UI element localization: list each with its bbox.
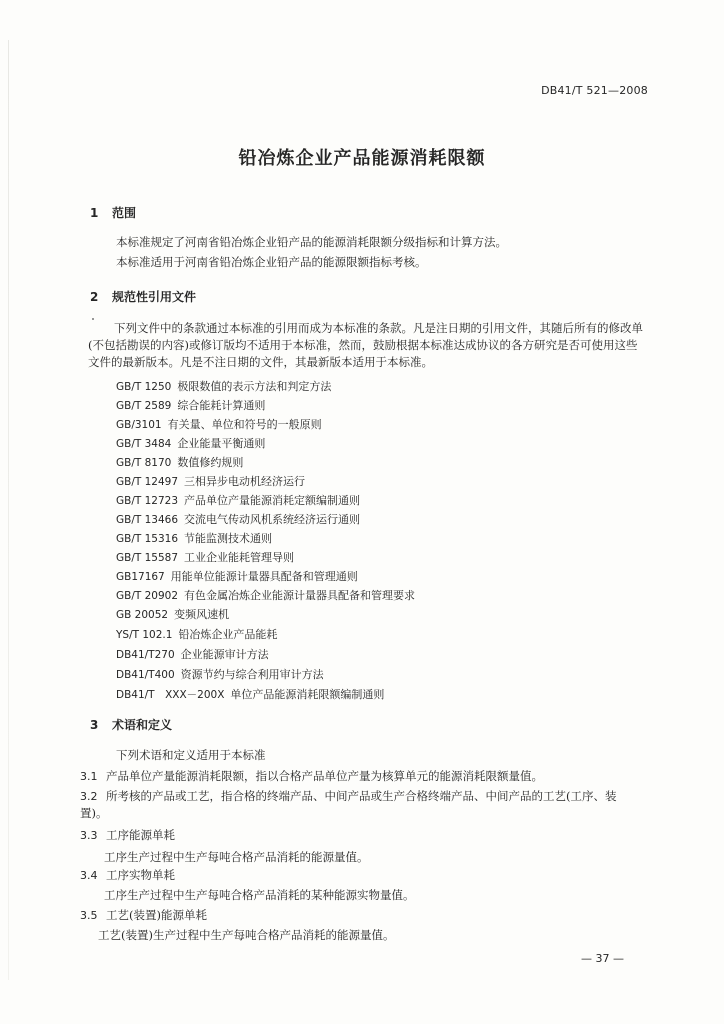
section-3-intro: 下列术语和定义适用于本标准 xyxy=(116,748,266,762)
term-text: 产品单位产量能源消耗限额，指以合格产品单位产量为核算单元的能源消耗限额量值。 xyxy=(106,769,543,783)
scan-edge-shadow xyxy=(8,40,9,980)
term-3-4 xyxy=(80,866,175,885)
term-3-3-definition: 工序生产过程中生产每吨合格产品消耗的能源量值。 xyxy=(104,850,369,864)
reference-code: GB/T 2589 xyxy=(116,400,172,412)
reference-code: GB/T 12497 xyxy=(116,476,179,488)
section-2-intro: 下列文件中的条款通过本标准的引用而成为本标准的条款。凡是注日期的引用文件，其随后所有的修改单(不包括勘误的内容)或修订版均不适用于本标准，然而，鼓励根据本标准达成协议的各方研究是否可使用这些文件的最新版本。凡是不注日期的文件，其最新版本适用于本标准。 xyxy=(88,321,643,369)
term-text: 工序实物单耗 xyxy=(106,868,175,882)
reference-code: GB/T 20902 xyxy=(116,590,179,602)
term-3-1 xyxy=(80,767,640,786)
term-3-5-definition: 工艺(装置)生产过程中生产每吨合格产品消耗的能源量值。 xyxy=(98,928,395,942)
reference-item xyxy=(116,511,360,527)
reference-code: GB/T 8170 xyxy=(116,457,172,469)
reference-item xyxy=(116,626,277,642)
reference-code: GB/T 3484 xyxy=(116,438,172,450)
reference-title: 综合能耗计算通则 xyxy=(177,399,266,412)
reference-title: 铅冶炼企业产品能耗 xyxy=(178,628,278,641)
section-1-line-2: 本标准适用于河南省铅冶炼企业铅产品的能源限额指标考核。 xyxy=(116,255,427,269)
section-2-heading xyxy=(90,288,196,305)
term-text: 所考核的产品或工艺，指合格的终端产品、中间产品或生产合格终端产品、中间产品的工艺(工序、装置)。 xyxy=(80,789,617,820)
section-1-heading xyxy=(90,204,136,221)
term-text: 工艺(装置)能源单耗 xyxy=(106,908,207,922)
reference-title: 有关量、单位和符号的一般原则 xyxy=(167,418,322,431)
reference-item xyxy=(116,606,229,622)
reference-item xyxy=(116,646,269,662)
term-number: 3.3 xyxy=(80,829,98,842)
reference-code: DB41/T270 xyxy=(116,649,175,661)
reference-item xyxy=(116,549,294,565)
reference-code: YS/T 102.1 xyxy=(116,629,173,641)
reference-code: DB41/T XXX－200X xyxy=(116,689,225,701)
reference-item xyxy=(116,587,415,603)
term-number: 3.2 xyxy=(80,790,98,803)
reference-code: DB41/T400 xyxy=(116,669,175,681)
reference-title: 数值修约规则 xyxy=(177,456,244,469)
reference-title: 资源节约与综合利用审计方法 xyxy=(180,668,324,681)
reference-code: GB 20052 xyxy=(116,609,169,621)
reference-code: GB/T 12723 xyxy=(116,495,179,507)
reference-item xyxy=(116,686,384,702)
term-3-2 xyxy=(80,788,640,822)
reference-code: GB/T 13466 xyxy=(116,514,179,526)
section-title: 规范性引用文件 xyxy=(112,290,197,304)
term-text: 工序能源单耗 xyxy=(106,828,175,842)
section-number: 1 xyxy=(90,206,99,220)
reference-title: 极限数值的表示方法和判定方法 xyxy=(177,380,332,393)
reference-item xyxy=(116,397,265,413)
section-title: 范围 xyxy=(112,206,137,220)
reference-title: 有色金属冶炼企业能源计量器具配备和管理要求 xyxy=(184,589,416,602)
reference-item xyxy=(116,492,360,508)
term-3-5 xyxy=(80,906,207,925)
reference-item xyxy=(116,378,331,394)
term-number: 3.4 xyxy=(80,869,98,882)
reference-code: GB17167 xyxy=(116,571,165,583)
reference-title: 企业能量平衡通则 xyxy=(177,437,266,450)
document-title: 铅冶炼企业产品能源消耗限额 xyxy=(238,148,486,169)
reference-title: 节能监测技术通则 xyxy=(184,532,273,545)
section-1-line-1: 本标准规定了河南省铅冶炼企业铅产品的能源消耗限额分级指标和计算方法。 xyxy=(116,235,507,249)
reference-code: GB/T 15316 xyxy=(116,533,179,545)
reference-item xyxy=(116,666,324,682)
reference-item xyxy=(116,435,265,451)
section-number: 2 xyxy=(90,290,99,304)
reference-code: GB/T 1250 xyxy=(116,381,172,393)
page-number: — 37 — xyxy=(581,952,624,965)
reference-code: GB/T 15587 xyxy=(116,552,179,564)
reference-title: 产品单位产量能源消耗定额编制通则 xyxy=(184,494,361,507)
reference-title: 企业能源审计方法 xyxy=(180,648,269,661)
document-number: DB41/T 521—2008 xyxy=(541,84,648,97)
term-3-3 xyxy=(80,826,175,845)
reference-item xyxy=(116,568,358,584)
section-number: 3 xyxy=(90,718,99,732)
reference-title: 工业企业能耗管理导则 xyxy=(184,551,295,564)
reference-item xyxy=(116,530,272,546)
term-3-4-definition: 工序生产过程中生产每吨合格产品消耗的某种能源实物量值。 xyxy=(104,888,415,902)
reference-title: 交流电气传动风机系统经济运行通则 xyxy=(184,513,361,526)
section-title: 术语和定义 xyxy=(112,718,173,732)
reference-title: 单位产品能源消耗限额编制通则 xyxy=(230,688,385,701)
reference-title: 变频风速机 xyxy=(174,608,230,621)
reference-title: 三相异步电动机经济运行 xyxy=(184,475,306,488)
reference-item xyxy=(116,416,322,432)
reference-title: 用能单位能源计量器具配备和管理通则 xyxy=(170,570,358,583)
section-3-heading xyxy=(90,716,172,733)
reference-code: GB/3101 xyxy=(116,419,162,431)
term-number: 3.1 xyxy=(80,770,98,783)
reference-item xyxy=(116,454,243,470)
reference-item xyxy=(116,473,305,489)
term-number: 3.5 xyxy=(80,909,98,922)
